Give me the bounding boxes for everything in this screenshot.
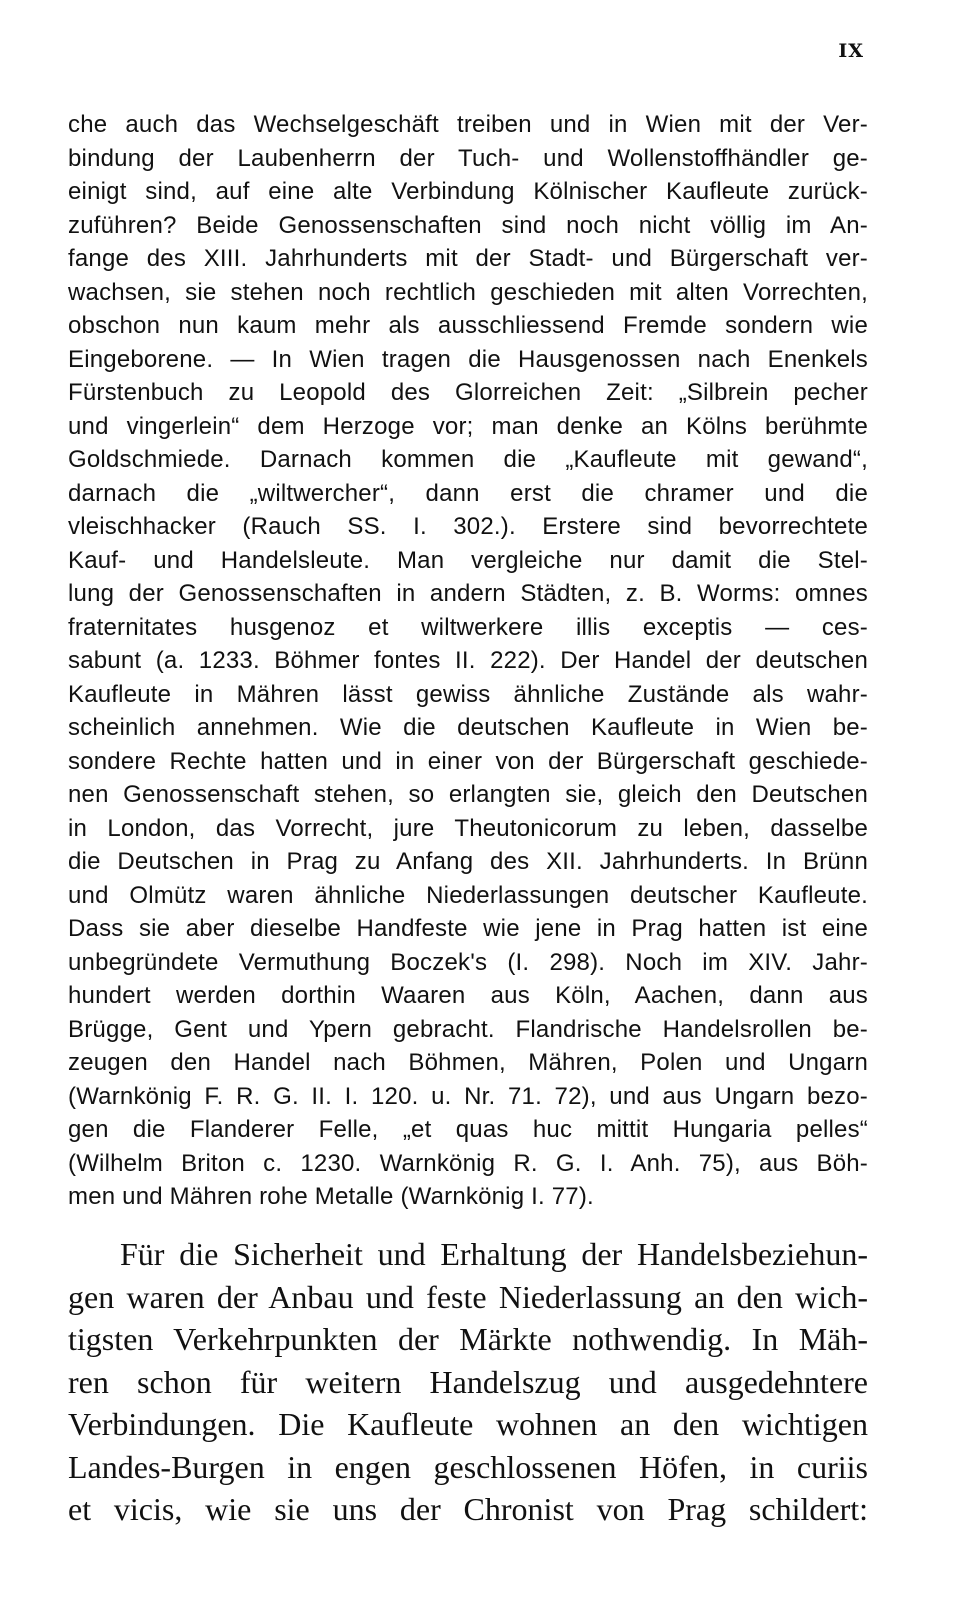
text-line: wachsen, sie stehen noch rechtlich geschieden mit alten Vorrechten, [68, 278, 868, 306]
text-line: in London, das Vorrecht, jure Theutonicorum zu leben, dasselbe [68, 814, 868, 842]
text-line: (Wilhelm Briton c. 1230. Warnkönig R. G. I. Anh. 75), aus Böh- [68, 1149, 868, 1177]
text-line: Verbindungen. Die Kaufleute wohnen an den wichtigen [68, 1406, 868, 1442]
text-line: gen waren der Anbau und feste Niederlassung an den wich- [68, 1278, 868, 1315]
text-line: zuführen? Beide Genossenschaften sind noch nicht völlig im An- [68, 211, 868, 239]
text-line: unbegründete Vermuthung Boczek's (I. 298). Noch im XIV. Jahr- [68, 948, 868, 976]
text-line: fange des XIII. Jahrhunderts mit der Stadt- und Bürgerschaft ver- [68, 245, 868, 272]
text-line: ren schon für weitern Handelszug und ausgedehntere [68, 1363, 868, 1400]
text-line: sondere Rechte hatten und in einer von der Bürgerschaft geschiede- [68, 747, 868, 775]
text-line: tigsten Verkehrpunkten der Märkte nothwendig. In Mäh- [68, 1321, 868, 1357]
footnote-paragraph [68, 108, 868, 1214]
text-line: einigt sind, auf eine alte Verbindung Kölnischer Kaufleute zurück- [68, 178, 868, 205]
text-line: scheinlich annehmen. Wie die deutschen Kaufleute in Wien be- [68, 714, 868, 741]
text-line: zeugen den Handel nach Böhmen, Mähren, Polen und Ungarn [68, 1049, 868, 1076]
text-line: lung der Genossenschaften in andern Städten, z. B. Worms: omnes [68, 580, 868, 607]
text-line: vleischhacker (Rauch SS. I. 302.). Erstere sind bevorrechtete [68, 513, 868, 540]
text-line: Dass sie aber dieselbe Handfeste wie jene in Prag hatten ist eine [68, 915, 868, 942]
text-line: fraternitates husgenoz et wiltwerkere illis exceptis — ces- [68, 613, 868, 641]
text-line: Kauf- und Handelsleute. Man vergleiche nur damit die Stel- [68, 546, 868, 574]
text-line: bindung der Laubenherrn der Tuch- und Wollenstoffhändler ge- [68, 144, 868, 172]
text-line: Fürstenbuch zu Leopold des Glorreichen Zeit: „Silbrein pecher [68, 379, 868, 406]
body-paragraph [68, 1233, 868, 1531]
text-line: Kaufleute in Mähren lässt gewiss ähnliche Zustände als wahr- [68, 680, 868, 708]
text-line: und vingerlein“ dem Herzoge vor; man denke an Kölns berühmte [68, 412, 868, 440]
text-line: et vicis, wie sie uns der Chronist von Prag schildert: [68, 1491, 868, 1527]
text-line: hundert werden dorthin Waaren aus Köln, Aachen, dann aus [68, 982, 868, 1009]
text-line: nen Genossenschaft stehen, so erlangten sie, gleich den Deutschen [68, 781, 868, 808]
text-line: die Deutschen in Prag zu Anfang des XII. Jahrhunderts. In Brünn [68, 848, 868, 875]
text-line: Für die Sicherheit und Erhaltung der Handelsbeziehun- [120, 1236, 868, 1272]
text-line: Goldschmiede. Darnach kommen die „Kaufleute mit gewand“, [68, 446, 868, 473]
text-line: che auch das Wechselgeschäft treiben und in Wien mit der Ver- [68, 111, 868, 138]
text-line: men und Mähren rohe Metalle (Warnkönig I. 77). [68, 1183, 594, 1210]
text-line: Eingeborene. — In Wien tragen die Hausgenossen nach Enenkels [68, 345, 868, 373]
text-line: Brügge, Gent und Ypern gebracht. Flandrische Handelsrollen be- [68, 1015, 868, 1043]
text-line: und Olmütz waren ähnliche Niederlassungen deutscher Kaufleute. [68, 881, 868, 909]
text-line: gen die Flanderer Felle, „et quas huc mittit Hungaria pelles“ [68, 1116, 868, 1143]
text-line: (Warnkönig F. R. G. II. I. 120. u. Nr. 71. 72), und aus Ungarn bezo- [68, 1082, 868, 1110]
text-line: darnach die „wiltwercher“, dann erst die chramer und die [68, 479, 868, 507]
page-number: IX [838, 40, 864, 62]
text-line: Landes-Burgen in engen geschlossenen Höfen, in curiis [68, 1448, 868, 1485]
text-line: sabunt (a. 1233. Böhmer fontes II. 222). Der Handel der deutschen [68, 647, 868, 674]
text-line: obschon nun kaum mehr als ausschliessend Fremde sondern wie [68, 312, 868, 339]
